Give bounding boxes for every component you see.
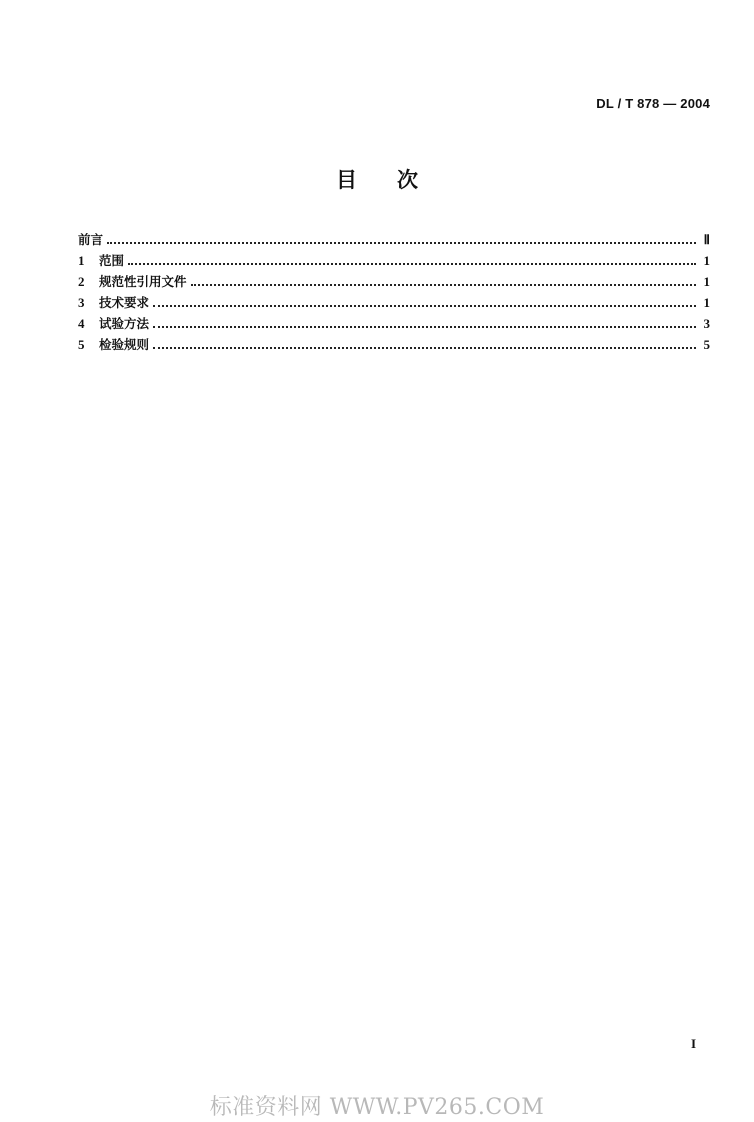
toc-entry-page: 3: [703, 316, 710, 331]
toc-entry-technical-requirements[interactable]: [78, 293, 710, 314]
toc-entry-label: 试验方法: [99, 316, 150, 331]
toc-entry-label: 范围: [99, 253, 125, 268]
page-number: I: [690, 1036, 696, 1051]
toc-entry-label: 技术要求: [99, 295, 150, 310]
title-char-2: 次: [397, 168, 418, 192]
toc-leader-dots: [153, 347, 696, 349]
toc-entry-label: 前言: [78, 232, 104, 247]
table-of-contents: [78, 230, 710, 356]
toc-leader-dots: [107, 242, 696, 244]
toc-leader-dots: [191, 284, 696, 286]
toc-entry-page: 5: [703, 337, 710, 352]
toc-entry-test-methods[interactable]: [78, 314, 710, 335]
page-title: [0, 164, 754, 194]
toc-entry-page: Ⅱ: [703, 232, 710, 247]
toc-entry-page: 1: [703, 295, 710, 310]
toc-entry-number: 3: [78, 295, 85, 310]
toc-entry-number: 5: [78, 337, 85, 352]
toc-entry-number: 1: [78, 253, 85, 268]
toc-entry-normative-references[interactable]: [78, 272, 710, 293]
toc-entry-page: 1: [703, 253, 710, 268]
toc-entry-number: 2: [78, 274, 85, 289]
standard-code: DL / T 878 — 2004: [596, 96, 710, 111]
toc-entry-number: 4: [78, 316, 85, 331]
toc-entry-scope[interactable]: [78, 251, 710, 272]
toc-leader-dots: [128, 263, 696, 265]
watermark: 标准资料网 WWW.PV265.COM: [209, 1095, 545, 1120]
toc-leader-dots: [153, 326, 696, 328]
toc-entry-label: 检验规则: [99, 337, 150, 352]
toc-entry-inspection-rules[interactable]: [78, 335, 710, 356]
title-char-1: 目: [336, 168, 357, 192]
toc-leader-dots: [153, 305, 696, 307]
toc-entry-page: 1: [703, 274, 710, 289]
toc-entry-label: 规范性引用文件: [99, 274, 187, 289]
toc-entry-foreword[interactable]: [78, 230, 710, 251]
